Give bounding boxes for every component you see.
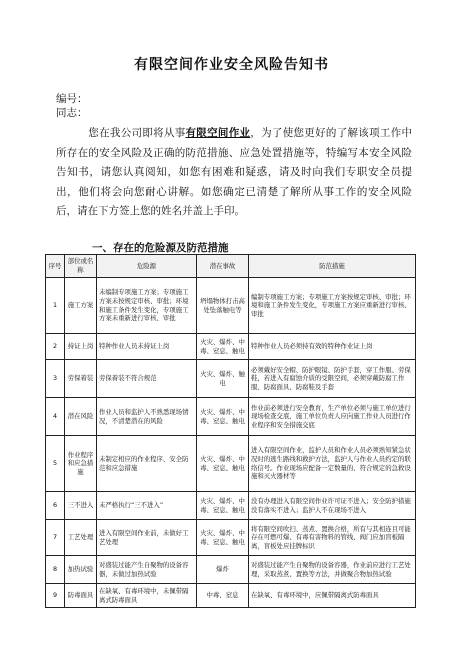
section-title: 一、存在的危险源及防范措施 bbox=[92, 242, 229, 254]
cell-hazard: 特种作业人员未持证上岗 bbox=[97, 334, 197, 360]
cell-hazard: 劳保着装不符合规范 bbox=[97, 360, 197, 398]
intro-highlight: 有限空间作业 bbox=[185, 127, 251, 139]
cell-location: 作业程序和应急措施 bbox=[65, 436, 97, 492]
cell-index: 4 bbox=[46, 398, 65, 436]
cell-location: 防毒面具 bbox=[65, 584, 97, 608]
intro-paragraph bbox=[56, 124, 412, 222]
cell-accident: 火灾、爆炸、中毒、窒息、触电 bbox=[197, 436, 249, 492]
cell-location: 劳保着装 bbox=[65, 360, 97, 398]
cell-location: 施工方案 bbox=[65, 278, 97, 334]
page-title: 有限空间作业安全风险告知书 bbox=[134, 57, 329, 73]
greeting: 同志： bbox=[56, 107, 88, 119]
number-label: 编号： bbox=[56, 93, 88, 105]
cell-measures: 必须戴好安全帽、防护眼镜、防护手套，穿工作服、劳保鞋，若进入有腐蚀介质的受限空间，必须穿戴防腐工作服、防腐面具、防腐鞋及手套 bbox=[249, 360, 416, 398]
table-row bbox=[46, 334, 416, 360]
table-row bbox=[46, 556, 416, 584]
cell-location: 三不进入 bbox=[65, 492, 97, 520]
cell-index: 6 bbox=[46, 492, 65, 520]
cell-location: 持证上岗 bbox=[65, 334, 97, 360]
cell-index: 7 bbox=[46, 520, 65, 556]
header-location: 部位或名称 bbox=[65, 255, 97, 278]
cell-index: 9 bbox=[46, 584, 65, 608]
cell-location: 工艺处理 bbox=[65, 520, 97, 556]
table-row bbox=[46, 492, 416, 520]
cell-location: 潜在风险 bbox=[65, 398, 97, 436]
cell-measures: 进入有限空间作业，监护人员和作业人员必须熟知紧急状况时的逃生路线和救护方法，监护人与作业人员约定的联络信号。作业现场应配备一定数量的、符合规定的急救设施和灭火器材等 bbox=[249, 436, 416, 492]
cell-measures: 作业前必须进行安全教育，生产单位必须与施工单位进行现场检查交底，施工单位负责人应向施工作业人员进行作业程序和安全措施交底 bbox=[249, 398, 416, 436]
cell-accident: 火灾、爆炸、中毒、窒息、触电 bbox=[197, 398, 249, 436]
cell-index: 2 bbox=[46, 334, 65, 360]
header-measures: 防范措施 bbox=[249, 255, 416, 278]
header-hazard: 危险源 bbox=[97, 255, 197, 278]
cell-index: 1 bbox=[46, 278, 65, 334]
table-row bbox=[46, 398, 416, 436]
cell-accident: 坍塌物体打击高处坠落触电等 bbox=[197, 278, 249, 334]
cell-hazard: 未制定相应的作业程序、安全防范和应急措施 bbox=[97, 436, 197, 492]
intro-before: 您在我公司即将从事 bbox=[88, 127, 186, 139]
cell-hazard: 未编制专项施工方案；专项施工方案未按规定审核、审批；环境和施工条件发生变化，专项施工方案未重新进行审核、审批 bbox=[97, 278, 197, 334]
table-row bbox=[46, 278, 416, 334]
cell-accident: 火灾、爆炸、中毒、窒息、触电 bbox=[197, 492, 249, 520]
cell-accident: 火灾、爆炸、触电 bbox=[197, 360, 249, 398]
cell-hazard: 进入有限空间作业前，未做好工艺处理 bbox=[97, 520, 197, 556]
cell-measures: 特种作业人员必须持有效的特种作业证上岗 bbox=[249, 334, 416, 360]
cell-accident: 火灾、爆炸、中毒、窒息、触电 bbox=[197, 520, 249, 556]
table-row bbox=[46, 360, 416, 398]
cell-measures: 编制专项施工方案；专项施工方案按规定审核、审批；环境和施工条件发生变化，专项施工方案应重新进行审核、审批 bbox=[249, 278, 416, 334]
cell-index: 8 bbox=[46, 556, 65, 584]
intro-after: ，为了使您更好的了解该项工作中所存在的安全风险及正确的防范措施、应急处置措施等，特编写本安全风险告知书，请您认真阅知，如您有困难和疑惑，请及时向我们专职安全员提出，他们将会向您耐心讲解。如您确定已清楚了解所从事工作的安全风险后，请在下方签上您的姓名并盖上手印。 bbox=[56, 127, 413, 217]
cell-accident: 中毒、窒息 bbox=[197, 584, 249, 608]
header-accident: 潜在事故 bbox=[197, 255, 249, 278]
cell-accident: 火灾、爆炸、中毒、窒息、触电 bbox=[197, 334, 249, 360]
cell-measures: 将有限空间吹扫、蒸煮、置换合格，所有与其相连且可能存在可燃可爆、有毒有害物料的管线、阀门应加盲板隔离，盲板处应挂牌标识 bbox=[249, 520, 416, 556]
cell-measures: 在缺氧、有毒环境中，应佩带隔离式防毒面具 bbox=[249, 584, 416, 608]
cell-hazard: 作业人员和监护人不熟悉现场情况，不清楚潜在的风险 bbox=[97, 398, 197, 436]
cell-location: 加热试验 bbox=[65, 556, 97, 584]
cell-measures: 对盛装过能产生自聚物的设备容器，作业前应进行工艺处理，采取蒸煮、置换等方法，并做聚合物加热试验 bbox=[249, 556, 416, 584]
cell-accident: 爆炸 bbox=[197, 556, 249, 584]
table-header-row bbox=[46, 255, 416, 278]
cell-hazard: 在缺氧、有毒环境中，未佩带隔离式防毒面具 bbox=[97, 584, 197, 608]
hazard-table bbox=[45, 254, 416, 608]
header-index: 序号 bbox=[46, 255, 65, 278]
table-row bbox=[46, 436, 416, 492]
cell-index: 3 bbox=[46, 360, 65, 398]
table-row bbox=[46, 520, 416, 556]
cell-measures: 没有办理进入有限空间作业许可证不进入；安全防护措施没有落实不进入；监护人不在现场不进入 bbox=[249, 492, 416, 520]
cell-hazard: 未严格执行“三不进入” bbox=[97, 492, 197, 520]
cell-hazard: 对盛装过能产生自聚物的设备容器，未做过加热试验 bbox=[97, 556, 197, 584]
table-row bbox=[46, 584, 416, 608]
cell-index: 5 bbox=[46, 436, 65, 492]
